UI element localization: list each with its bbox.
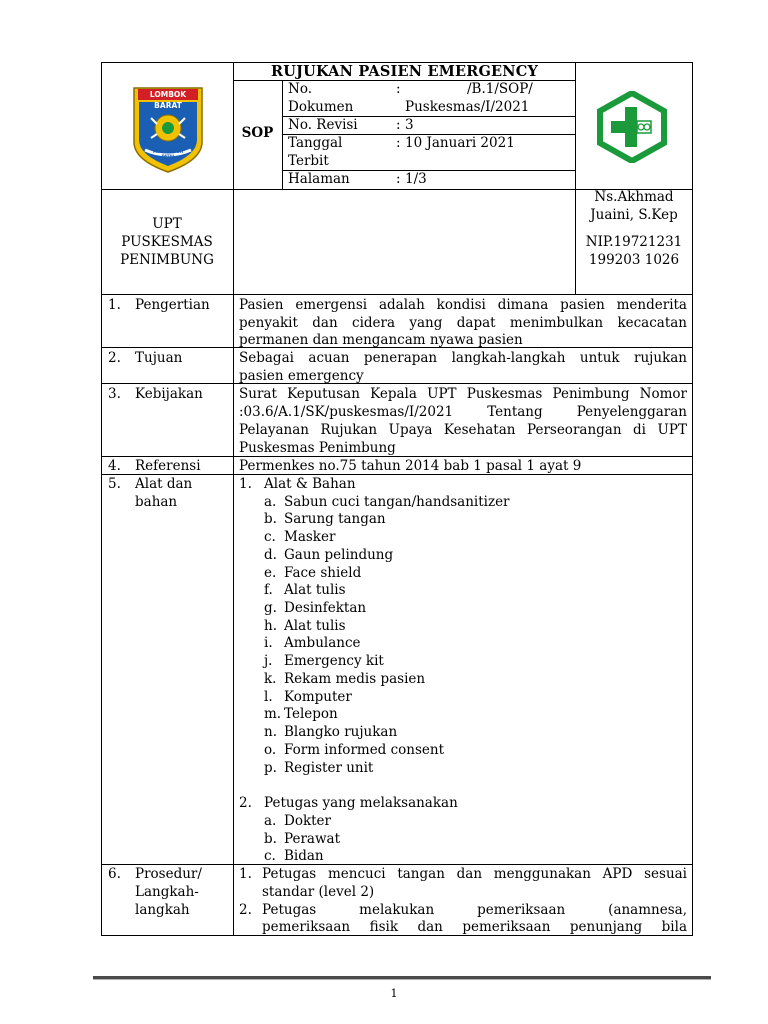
- section-text-line: Sebagai acuan penerapan langkah-langkah untuk rujukan: [239, 350, 687, 366]
- section-text-line: Surat Keputusan Kepala UPT Puskesmas Penimbung Nomor: [239, 386, 687, 402]
- meta-value: 3: [405, 117, 414, 133]
- section-label: bahan: [135, 494, 178, 510]
- list-item-letter: f.: [264, 582, 273, 598]
- logo-motto: PATUT PATUH PATJU: [152, 149, 184, 159]
- org-name-line2: PUSKESMAS: [121, 234, 213, 250]
- table-border-right: [692, 62, 693, 936]
- section-label: Alat dan: [135, 476, 193, 492]
- section-label: Tujuan: [135, 350, 183, 366]
- list-item-letter: a.: [264, 494, 277, 510]
- list-item: Gaun pelindung: [284, 547, 394, 563]
- meta-label: Terbit: [288, 153, 329, 169]
- sop-label: SOP: [241, 125, 274, 141]
- lombok-barat-logo: [131, 84, 205, 174]
- list-item-letter: m.: [264, 706, 282, 722]
- list-item: Emergency kit: [284, 653, 384, 669]
- list-item: Desinfektan: [284, 600, 367, 616]
- list-item: Sarung tangan: [284, 511, 386, 527]
- section-text-line: Puskesmas Penimbung: [239, 440, 396, 456]
- signer-name-line2: Juaini, S.Kep: [590, 207, 678, 223]
- list-item-letter: c.: [264, 848, 276, 864]
- signer-nip-line2: 199203 1026: [588, 252, 680, 268]
- logo-caption: LOMBOK BARAT: [149, 90, 187, 110]
- meta-separator: :: [396, 171, 401, 187]
- group-number: 2.: [239, 795, 252, 811]
- list-item: Bidan: [284, 848, 324, 864]
- step-number: 1.: [239, 866, 252, 882]
- section-number: 1.: [108, 297, 121, 313]
- list-item-letter: e.: [264, 565, 277, 581]
- section-text-line: Permenkes no.75 tahun 2014 bab 1 pasal 1 ayat 9: [239, 458, 582, 474]
- section-text-line: Pasien emergensi adalah kondisi dimana pasien menderita: [239, 297, 687, 313]
- signer-name-line1: Ns.Akhmad: [594, 189, 674, 205]
- list-item-letter: l.: [264, 689, 273, 705]
- list-item: Rekam medis pasien: [284, 671, 426, 687]
- meta-value: Puskesmas/I/2021: [405, 99, 530, 115]
- step-text-line: Petugas mencuci tangan dan menggunakan APD sesuai: [262, 866, 687, 882]
- section-text-line: Pelayanan Rujukan Upaya Kesehatan Perseorangan di UPT: [239, 422, 687, 438]
- list-item-letter: o.: [264, 742, 277, 758]
- step-text-line: standar (level 2): [262, 884, 375, 900]
- table-divider-main: [233, 62, 234, 936]
- section-label: Kebijakan: [135, 386, 203, 402]
- meta-label: No. Revisi: [288, 117, 358, 133]
- list-item-letter: h.: [264, 618, 277, 634]
- list-item: Ambulance: [284, 635, 361, 651]
- meta-separator: :: [396, 135, 401, 151]
- section-text-line: pasien emergency: [239, 368, 364, 384]
- group-title: Petugas yang melaksanakan: [264, 795, 458, 811]
- footer-rule: [93, 976, 711, 980]
- table-border-left: [101, 62, 102, 936]
- meta-label: Halaman: [288, 171, 350, 187]
- page-number: 1: [390, 987, 398, 1000]
- section-label: Pengertian: [135, 297, 210, 313]
- puskesmas-logo: [597, 91, 667, 163]
- list-item-letter: b.: [264, 831, 277, 847]
- list-item-letter: b.: [264, 511, 277, 527]
- signer-nip-line1: NIP.19721231: [585, 234, 683, 250]
- section-text-line: permanen dan mengancam nyawa pasien: [239, 332, 523, 348]
- section-number: 3.: [108, 386, 121, 402]
- step-number: 2.: [239, 902, 252, 918]
- group-title: Alat & Bahan: [264, 476, 356, 492]
- row-line: [101, 864, 693, 865]
- step-text-line: Petugas melakukan pemeriksaan (anamnesa,: [262, 902, 687, 918]
- meta-value: 10 Januari 2021: [405, 135, 515, 151]
- list-item: Dokter: [284, 813, 331, 829]
- list-item: Telepon: [284, 706, 338, 722]
- list-item: Komputer: [284, 689, 352, 705]
- list-item: Perawat: [284, 831, 340, 847]
- list-item: Blangko rujukan: [284, 724, 398, 740]
- list-item-letter: k.: [264, 671, 277, 687]
- list-item: Face shield: [284, 565, 362, 581]
- section-text-line: :03.6/A.1/SK/puskesmas/I/2021 Tentang Penyelenggaran: [239, 404, 687, 420]
- section-label: Referensi: [135, 458, 201, 474]
- list-item: Alat tulis: [284, 618, 346, 634]
- section-number: 4.: [108, 458, 121, 474]
- section-text-line: penyakit dan cidera yang dapat menimbulkan kecacatan: [239, 315, 687, 331]
- list-item-letter: c.: [264, 529, 276, 545]
- document-title: RUJUKAN PASIEN EMERGENCY: [270, 63, 539, 80]
- meta-value: 1/3: [405, 171, 427, 187]
- meta-label: No.: [288, 81, 312, 97]
- list-item: Register unit: [284, 760, 374, 776]
- org-name-line3: PENIMBUNG: [120, 252, 214, 268]
- table-border-bottom: [101, 935, 693, 936]
- org-name-line1: UPT: [152, 216, 182, 232]
- list-item-letter: n.: [264, 724, 277, 740]
- meta-label: Tanggal: [288, 135, 343, 151]
- list-item-letter: j.: [264, 653, 273, 669]
- section-number: 6.: [108, 866, 121, 882]
- list-item: Sabun cuci tangan/handsanitizer: [284, 494, 510, 510]
- section-label: langkah: [135, 902, 190, 918]
- list-item: Masker: [284, 529, 336, 545]
- meta-label: Dokumen: [288, 99, 354, 115]
- list-item-letter: d.: [264, 547, 277, 563]
- list-item-letter: i.: [264, 635, 273, 651]
- meta-value: /B.1/SOP/: [467, 81, 533, 97]
- section-number: 5.: [108, 476, 121, 492]
- list-item: Alat tulis: [284, 582, 346, 598]
- list-item-letter: g.: [264, 600, 277, 616]
- section-number: 2.: [108, 350, 121, 366]
- meta-separator: :: [396, 117, 401, 133]
- section-label: Langkah-: [135, 884, 199, 900]
- meta-separator: :: [396, 81, 401, 97]
- step-text-line: pemeriksaan fisik dan pemeriksaan penunjang bila: [262, 919, 687, 935]
- list-item: Form informed consent: [284, 742, 445, 758]
- section-label: Prosedur/: [135, 866, 202, 882]
- list-item-letter: a.: [264, 813, 277, 829]
- list-item-letter: p.: [264, 760, 277, 776]
- group-number: 1.: [239, 476, 252, 492]
- header-line: [101, 294, 693, 295]
